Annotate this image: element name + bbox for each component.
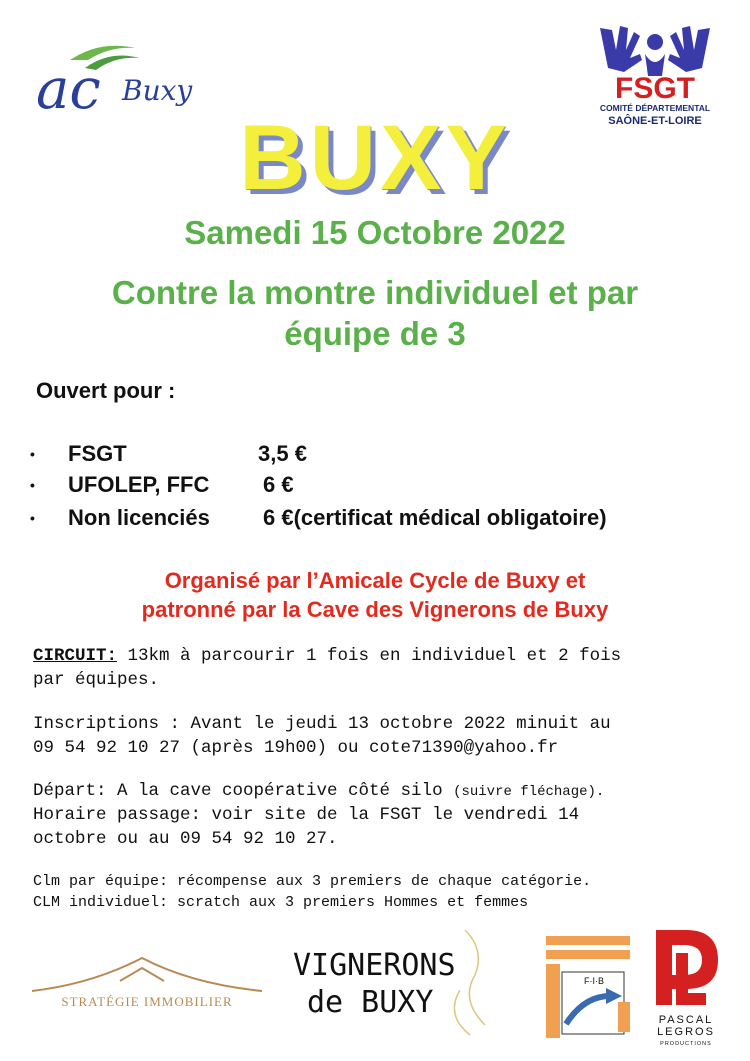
event-subtitle [0,272,750,354]
event-subtitle-line: équipe de 3 [284,315,466,352]
vine-icon [454,930,485,1035]
schedule-text: octobre ou au 09 54 92 10 27. [33,829,338,849]
pascal-logo-line3: PRODUCTIONS [660,1041,712,1047]
vignerons-logo-line1: VIGNERONS [293,948,456,983]
event-subtitle-line: Contre la montre individuel et par [111,274,639,311]
inscriptions-text: Inscriptions : Avant le jeudi 13 octobre 2022 minuit au [33,714,611,734]
club-logo-letters: ac [36,57,101,122]
circuit-info [33,644,733,668]
pascal-logo-line2: LEGROS [657,1026,715,1038]
bullet-icon: • [30,510,35,526]
open-label: Ouvert pour : [36,378,176,403]
fsgt-logo-name: FSGT [615,72,695,105]
depart-text: Départ: A la cave coopérative côté silo [33,781,454,801]
organizer-line: Organisé par l’Amicale Cycle de Buxy et [164,568,586,593]
circuit-text: 13km à parcourir 1 fois en individuel et 2 fois [117,646,622,666]
fee-price: 6 €(certificat médical obligatoire) [263,505,607,530]
bullet-icon: • [30,446,35,462]
inscriptions-contact: 09 54 92 10 27 (après 19h00) ou cote71390@yahoo.fr [33,738,559,758]
roof-icon [32,958,262,991]
organizer-line: patronné par la Cave des Vignerons de Buxy [141,597,609,622]
bullet-icon: • [30,477,35,493]
club-logo-town: Buxy [122,74,193,107]
schedule-text: Horaire passage: voir site de la FSGT le vendredi 14 [33,805,580,825]
event-title: BUXY [239,107,511,209]
fib-logo-text: F·I·B [584,976,604,986]
pascal-logo-line1: PASCAL [658,1014,714,1026]
circuit-label: CIRCUIT: [33,646,118,666]
fee-category: Non licenciés [68,505,210,530]
fsgt-logo-line1: COMITÉ DÉPARTEMENTAL [599,103,711,113]
fib-logo [544,932,634,1042]
circuit-text: par équipes. [33,670,160,690]
vignerons-logo [285,920,520,1045]
vignerons-logo-line2: de BUXY [307,985,434,1020]
fee-category: UFOLEP, FFC [68,472,210,497]
prize-text: CLM individuel: scratch aux 3 premiers Hommes et femmes [33,894,529,911]
depart-info [33,779,733,804]
fee-category: FSGT [68,441,127,466]
fsgt-logo-line2: SAÔNE-ET-LOIRE [608,115,702,127]
fee-price: 6 € [263,472,294,497]
hands-icon [600,26,710,76]
strategie-logo-text: STRATÉGIE IMMOBILIER [61,994,233,1009]
event-date: Samedi 15 Octobre 2022 [184,214,566,251]
strategie-immobilier-logo [12,946,282,1026]
prize-text: Clm par équipe: récompense aux 3 premiers de chaque catégorie. [33,873,592,890]
pascal-legros-logo [646,925,726,1050]
fee-price: 3,5 € [258,441,307,466]
depart-hint: (suivre fléchage). [453,784,605,800]
